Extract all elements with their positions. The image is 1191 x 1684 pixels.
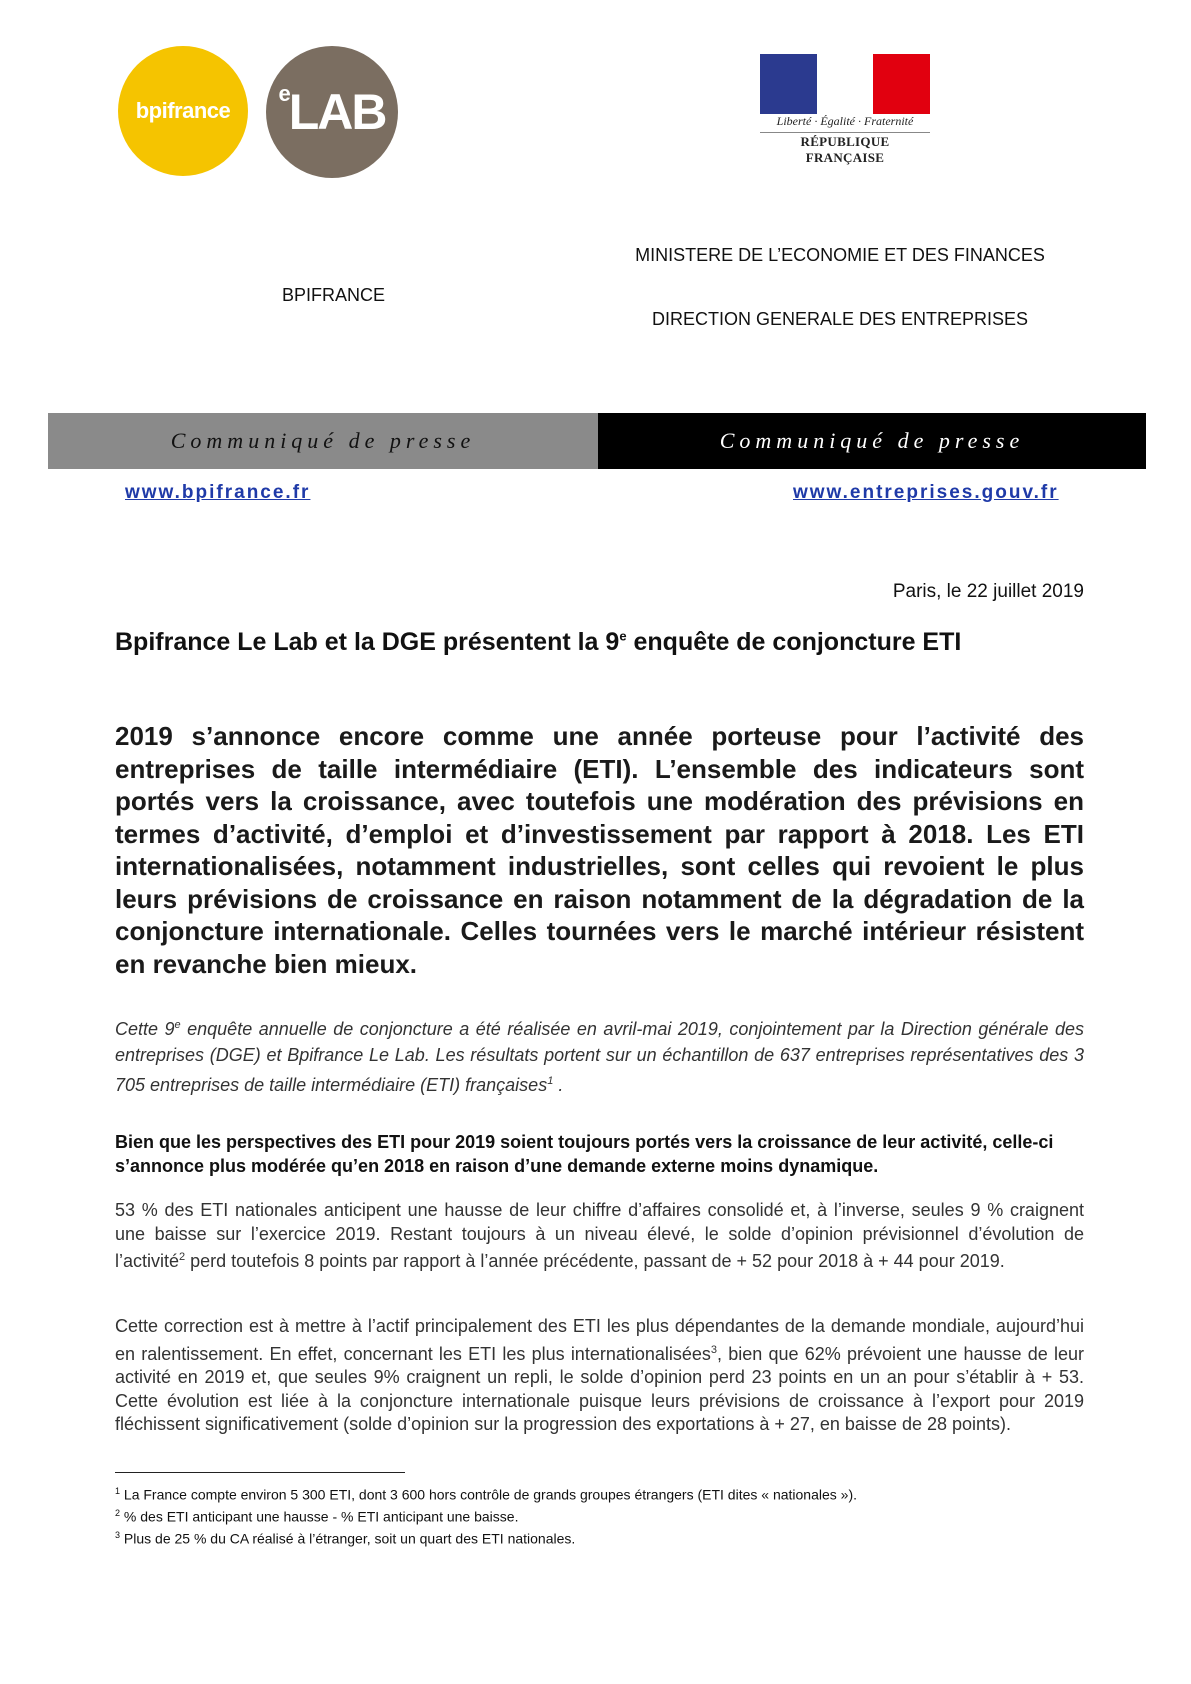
rf-name: RÉPUBLIQUE FRANÇAISE xyxy=(800,134,890,165)
press-release-banner xyxy=(48,413,1146,469)
bpifrance-link[interactable]: www.bpifrance.fr xyxy=(125,482,311,503)
body-paragraph-2: Cette correction est à mettre à l’actif principalement des ETI les plus dépendantes de la demande mondiale, aujourd’hui en ralentissement. En effet, concernant les ETI les plus internationalisées$^3$, bien que 62% prévoient une hausse de leur activité en 2019 et, que seules 9% craignent un repli, le solde d’opinion perd 23 points en un an pour s’établir à + 53. Cette évolution est liée à la conjoncture internationale puisque leurs prévisions de croissance à l’export pour 2019 fléchissent significativement (solde d’opinion sur la progression des exportations à + 27, en baisse de 28 points). xyxy=(115,1316,1084,1434)
banner-right-label: Communiqué de presse xyxy=(719,428,1025,453)
body-paragraph-1: 53 % des ETI nationales anticipent une hausse de leur chiffre d’affaires consolidé et, à l’inverse, seules 9 % craignent une baisse sur l’exercice 2019. Restant toujours à un niveau élevé, le solde d’opinion prévisionnel d’évolution de l’activité$^2$ perd toutefois 8 points par rapport à l’année précédente, passant de + 52 pour 2018 à + 44 pour 2019. xyxy=(115,1200,1084,1271)
footnote-2: $^2$ % des ETI anticipant une hausse - % ETI anticipant une baisse. xyxy=(115,1508,519,1525)
banner-left xyxy=(48,413,598,469)
banner-left-label: Communiqué de presse xyxy=(170,428,476,453)
lelab-logo xyxy=(266,46,398,178)
page-title: Bpifrance Le Lab et la DGE présentent la 9e enquête de conjoncture ETI xyxy=(115,628,962,656)
org-right-direction: DIRECTION GENERALE DES ENTREPRISES xyxy=(651,309,1029,329)
republique-francaise-logo xyxy=(760,54,930,165)
banner-right xyxy=(598,413,1146,469)
footnote-1: $^1$ La France compte environ 5 300 ETI, dont 3 600 hors contrôle de grands groupes étrangers (ETI dites « nationales »). xyxy=(115,1486,857,1503)
org-left: BPIFRANCE xyxy=(282,285,386,305)
intro-paragraph: Cette 9e enquête annuelle de conjoncture a été réalisée en avril-mai 2019, conjointement par la Direction générale des entreprises (DGE) et Bpifrance Le Lab. Les résultats portent sur un échantillon de 637 entreprises représentatives des 3 705 entreprises de taille intermédiaire (ETI) françaises$^1$ . xyxy=(115,1019,1084,1095)
bpifrance-logo xyxy=(118,46,248,176)
org-right-ministry: MINISTERE DE L’ECONOMIE ET DES FINANCES xyxy=(635,245,1045,265)
tricolor-flag-icon xyxy=(760,54,930,114)
rf-motto: Liberté · Égalité · Fraternité xyxy=(760,114,930,133)
lelab-logo-text: $^e$LAB xyxy=(278,81,386,140)
key-finding-paragraph: Bien que les perspectives des ETI pour 2019 soient toujours portés vers la croissance de leur activité, celle-ci s’annonce plus modérée qu’en 2018 en raison d’une demande externe moins dynamique. xyxy=(115,1132,1054,1176)
date-line: Paris, le 22 juillet 2019 xyxy=(892,581,1084,602)
lead-paragraph: 2019 s’annonce encore comme une année porteuse pour l’activité des entreprises de taille intermédiaire (ETI). L’ensemble des indicateurs sont portés vers la croissance, avec toutefois une modération des prévisions en termes d’activité, d’emploi et d’investissement par rapport à 2018. Les ETI internationalisées, notamment industrielles, sont celles qui revoient le plus leurs prévisions de croissance en raison notamment de la dégradation de la conjoncture internationale. Celles tournées vers le marché intérieur résistent en revanche bien mieux. xyxy=(115,721,1084,979)
bpifrance-logo-text: bpifrance xyxy=(135,98,231,123)
entreprises-gouv-link[interactable]: www.entreprises.gouv.fr xyxy=(793,482,1059,503)
footnote-divider xyxy=(115,1472,405,1473)
footnote-3: $^3$ Plus de 25 % du CA réalisé à l’étranger, soit un quart des ETI nationales. xyxy=(115,1530,576,1547)
